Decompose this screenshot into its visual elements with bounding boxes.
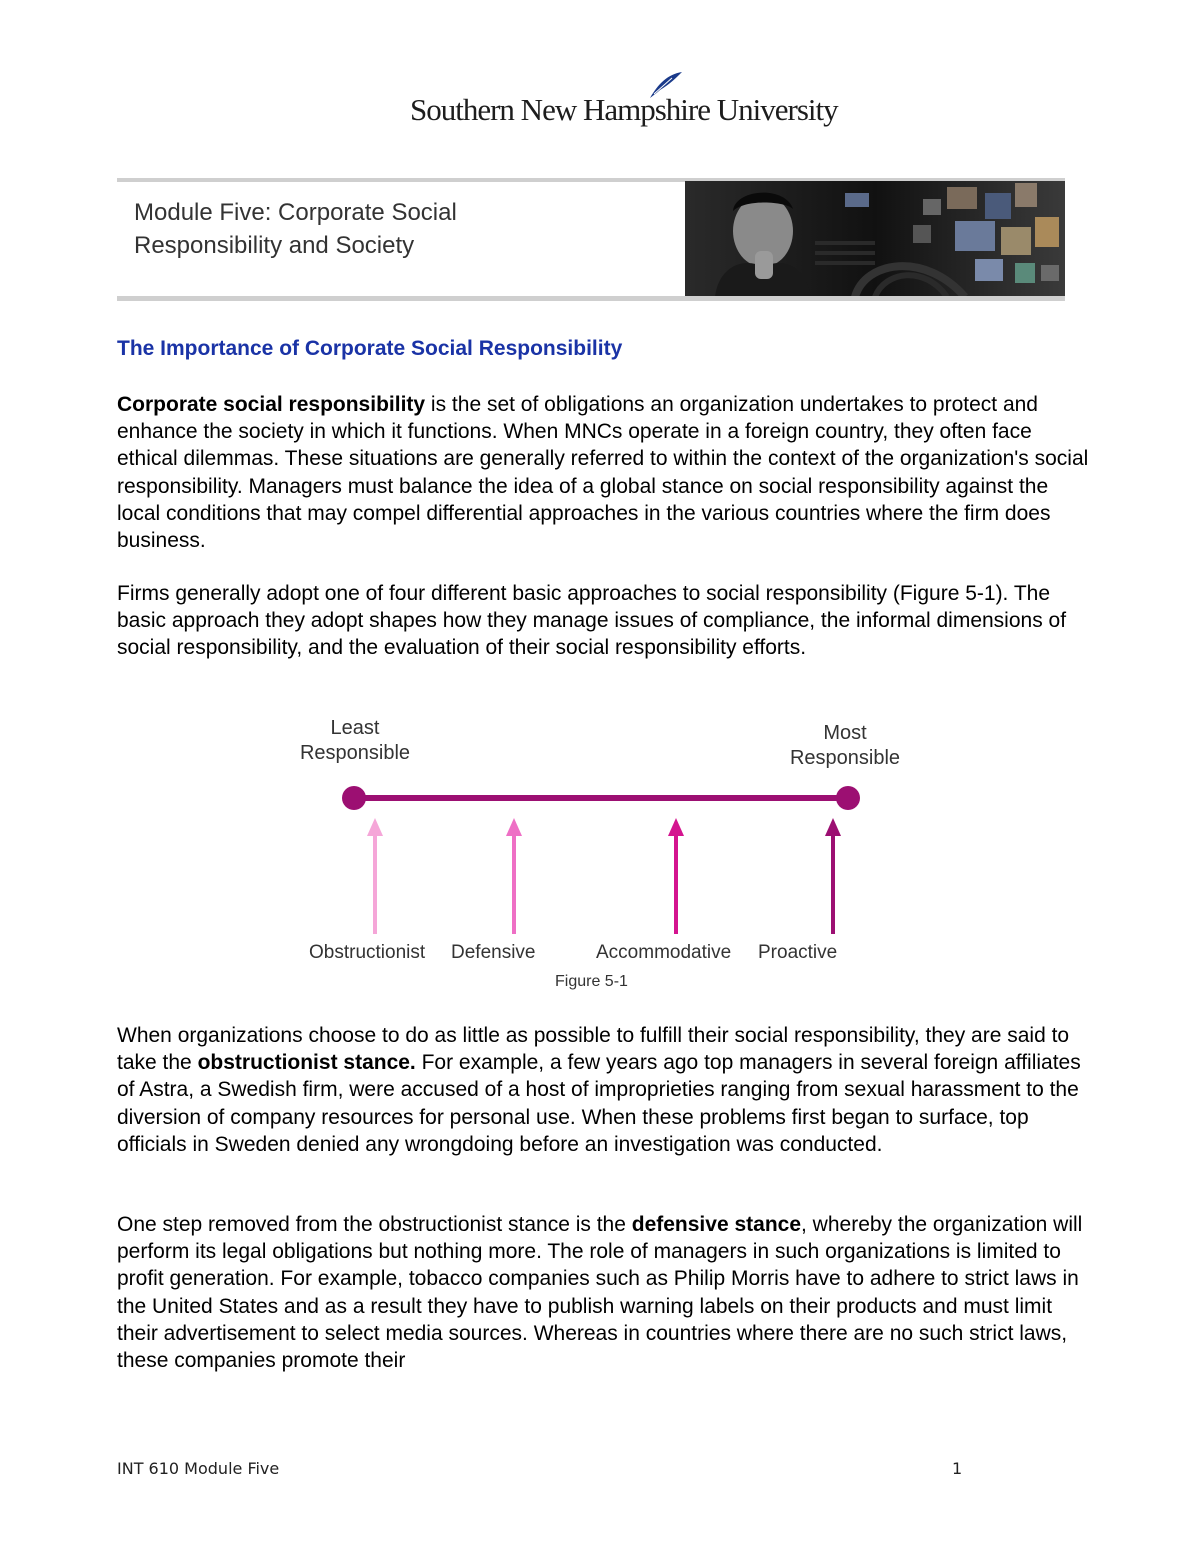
p4-text-after: , whereby the organization will perform its legal obligations but nothing more. The role of managers in such organizations is limited to profit generation. For example, tobacco companies such as Philip Morris have to adhere to strict laws in the United States and as a result they have to publish warning labels on their products and must limit their advertisement to select media sources. Whereas in countries where there are no such strict laws, these companies promote their xyxy=(117,1213,1083,1373)
logo-text: Southern New Hampshire University xyxy=(410,92,838,127)
term-obstructionist: obstructionist stance. xyxy=(197,1051,416,1075)
banner-divider-bottom xyxy=(117,296,1065,301)
p3-text-before: When organizations choose to do as little as possible to fulfill their social responsibility, they are said to take the xyxy=(117,1024,1070,1075)
least-label-line-1: Least xyxy=(330,717,380,739)
arrow-proactive xyxy=(825,818,841,934)
most-responsible-label xyxy=(780,721,910,771)
least-responsible-label xyxy=(290,716,420,766)
category-proactive: Proactive xyxy=(758,942,838,963)
module-banner xyxy=(117,178,1065,302)
paragraph-obstructionist xyxy=(117,1022,1092,1158)
module-title-line-1: Module Five: Corporate Social xyxy=(134,199,457,226)
category-accommodative: Accommodative xyxy=(596,942,732,963)
banner-photo xyxy=(685,181,1065,297)
footer-page-number: 1 xyxy=(952,1459,963,1478)
module-title xyxy=(134,196,654,262)
most-label-line-2: Responsible xyxy=(789,747,901,769)
footer-course: INT 610 Module Five xyxy=(117,1459,280,1478)
module-title-line-2: Responsibility and Society xyxy=(134,232,415,259)
arrow-defensive xyxy=(506,818,522,934)
category-defensive: Defensive xyxy=(451,942,536,963)
term-defensive: defensive stance xyxy=(631,1213,802,1236)
university-logo xyxy=(410,70,838,132)
paragraph-definition xyxy=(117,391,1092,554)
arrow-obstructionist xyxy=(367,818,383,934)
section-heading: The Importance of Corporate Social Responsibility xyxy=(117,337,623,360)
paragraph-definition-text: is the set of obligations an organization undertakes to protect and enhance the society in which it functions. When MNCs operate in a foreign country, they often face ethical dilemmas. These situations are generally referred to within the context of the organization's social responsibility. Managers must balance the idea of a global stance on social responsibility against the local conditions that may compel differential approaches in the various countries where the firm does business. xyxy=(117,393,1089,553)
most-label-line-1: Most xyxy=(823,722,867,744)
p3-text-after: For example, a few years ago top managers in several foreign affiliates of Astra, a Swedish firm, were accused of a host of improprieties ranging from sexual harassment to the diversion of company resources for personal use. When these problems first began to surface, top officials in Sweden denied any wrongdoing before an investigation was conducted. xyxy=(117,1051,1081,1156)
paragraph-defensive xyxy=(117,1211,1092,1374)
figure-5-1 xyxy=(280,710,920,1005)
arrow-accommodative xyxy=(668,818,684,934)
feather-icon xyxy=(648,70,684,100)
paragraph-approaches: Firms generally adopt one of four different basic approaches to social responsibility (Figure 5-1). The basic approach they adopt shapes how they manage issues of compliance, the informal dimensions of social responsibility, and the evaluation of their social responsibility efforts. xyxy=(117,582,1067,660)
scale-endpoint-most xyxy=(836,786,860,810)
figure-caption: Figure 5-1 xyxy=(555,973,628,990)
least-label-line-2: Responsible xyxy=(299,742,411,764)
p4-text-before: One step removed from the obstructionist stance is the xyxy=(117,1213,632,1236)
term-csr: Corporate social responsibility xyxy=(117,393,426,416)
scale-endpoint-least xyxy=(342,786,366,810)
category-obstructionist: Obstructionist xyxy=(309,942,426,963)
